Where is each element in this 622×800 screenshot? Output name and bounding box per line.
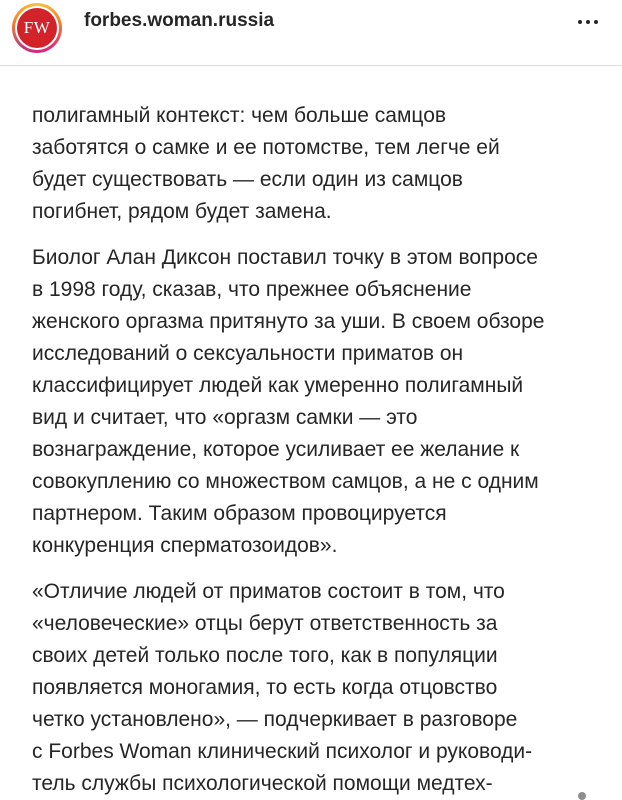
text-line: конкуренция сперматозоидов».: [32, 534, 338, 557]
username-link[interactable]: forbes.woman.russia: [84, 10, 275, 31]
more-horizontal-icon: [578, 20, 582, 24]
text-line: своих детей только после того, как в популяции: [32, 644, 498, 667]
text-line: классифицирует людей как умеренно полигамный: [32, 374, 524, 397]
text-line: женского оргазма притянуто за уши. В своем обзоре: [32, 310, 545, 333]
carousel-indicator: [578, 792, 586, 800]
text-line: заботятся о самке и ее потомстве, тем легче ей: [32, 136, 500, 159]
text-line: вид и считает, что «оргазм самки — это: [32, 406, 418, 429]
post-header: [0, 0, 622, 50]
text-line: четко установлено», — подчеркивает в разговоре: [32, 708, 518, 731]
text-line: вознаграждение, которое усиливает ее желание к: [32, 438, 520, 461]
text-line: исследований о сексуальности приматов он: [32, 342, 464, 365]
text-line: партнером. Таким образом провоцируется: [32, 502, 447, 525]
text-line: в 1998 году, сказав, что прежнее объяснение: [32, 278, 472, 301]
text-line: Биолог Алан Диксон поставил точку в этом вопросе: [32, 246, 538, 269]
text-line: тель службы психологической помощи медтех-: [32, 772, 493, 795]
paragraph: [32, 576, 602, 800]
text-line: появляется моногамия, то есть когда отцовство: [32, 676, 498, 699]
more-horizontal-icon: [594, 20, 598, 24]
text-line: «Отличие людей от приматов состоит в том, что: [32, 580, 505, 603]
text-line: полигамный контекст: чем больше самцов: [32, 104, 447, 127]
text-line: «человеческие» отцы берут ответственность за: [32, 612, 498, 635]
more-options-button[interactable]: [566, 4, 610, 40]
avatar[interactable]: [12, 3, 62, 53]
text-line: погибнет, рядом будет замена.: [32, 200, 332, 223]
avatar-logo: FW: [17, 8, 57, 48]
header-divider: [0, 65, 622, 66]
more-horizontal-icon: [586, 20, 590, 24]
paragraph: [32, 242, 602, 562]
text-line: будет существовать — если один из самцов: [32, 168, 463, 191]
text-line: с Forbes Woman клинический психолог и руководи-: [32, 740, 533, 763]
avatar-frame: [15, 6, 59, 50]
text-line: совокуплению со множеством самцов, а не с одним: [32, 470, 539, 493]
paragraph: [32, 100, 602, 228]
post-body: [32, 100, 602, 800]
